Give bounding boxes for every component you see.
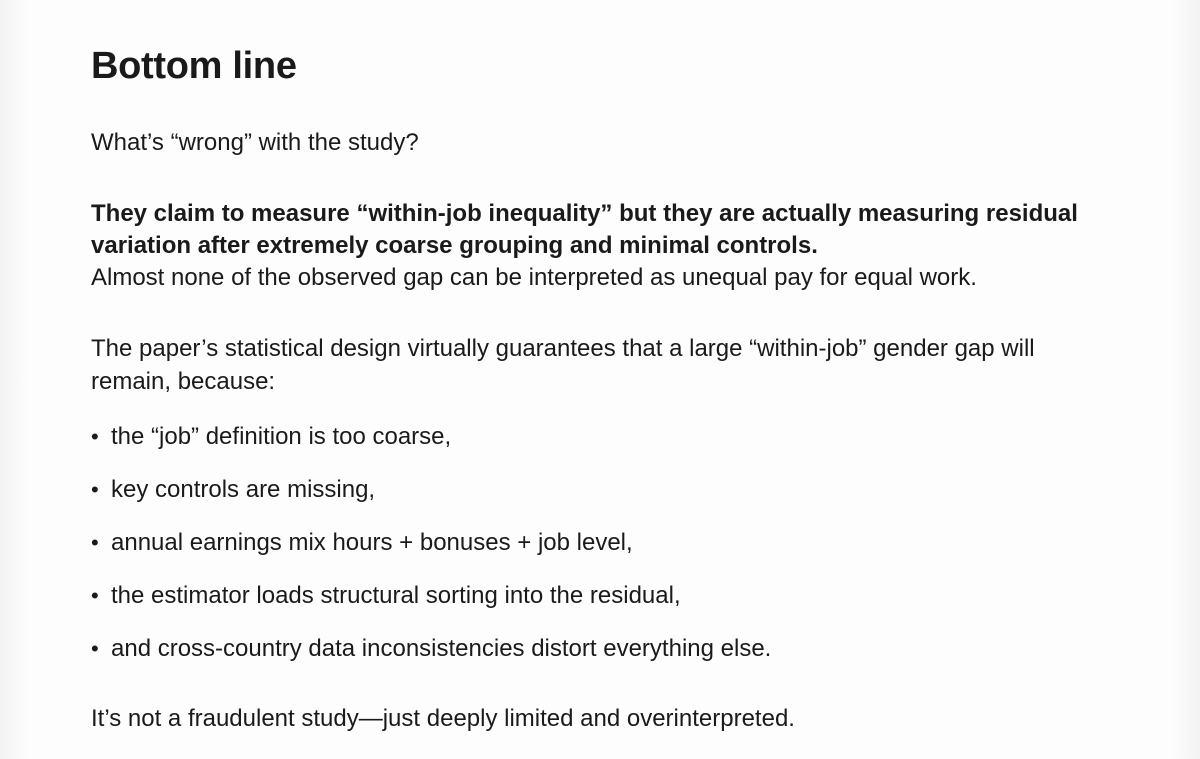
conclusion-paragraph: It’s not a fraudulent study—just deeply limited and overinterpreted. [91,705,795,732]
claim-followup: Almost none of the observed gap can be interpreted as unequal pay for equal work. [91,264,977,291]
page-edge-shade-left [0,0,28,759]
bullet-item [91,525,633,560]
question-paragraph: What’s “wrong” with the study? [91,129,419,156]
bullet-marker: • [91,477,99,502]
bold-claim-line-1: They claim to measure “within-job inequality” but they are actually measuring residual [91,200,1078,227]
bullet-marker: • [91,636,99,661]
bullet-text: the “job” definition is too coarse, [111,423,452,450]
bullet-text: the estimator loads structural sorting into the residual, [111,582,681,609]
bullet-item [91,472,375,507]
bullet-item [91,578,681,613]
bullet-item [91,419,451,454]
bullet-marker: • [91,424,99,449]
bullet-text: key controls are missing, [111,476,376,503]
design-intro-line-1: The paper’s statistical design virtually guarantees that a large “within-job” gender gap will [91,335,1035,362]
design-intro-line-2: remain, because: [91,368,276,395]
bullet-marker: • [91,583,99,608]
bold-claim-line-2: variation after extremely coarse grouping and minimal controls. [91,232,818,259]
section-heading: Bottom line [91,45,297,87]
bullet-text: annual earnings mix hours + bonuses + job level, [111,529,633,556]
bullet-text: and cross-country data inconsistencies distort everything else. [111,635,772,662]
bullet-item [91,631,771,666]
page-edge-shade-right [1172,0,1200,759]
bullet-marker: • [91,530,99,555]
